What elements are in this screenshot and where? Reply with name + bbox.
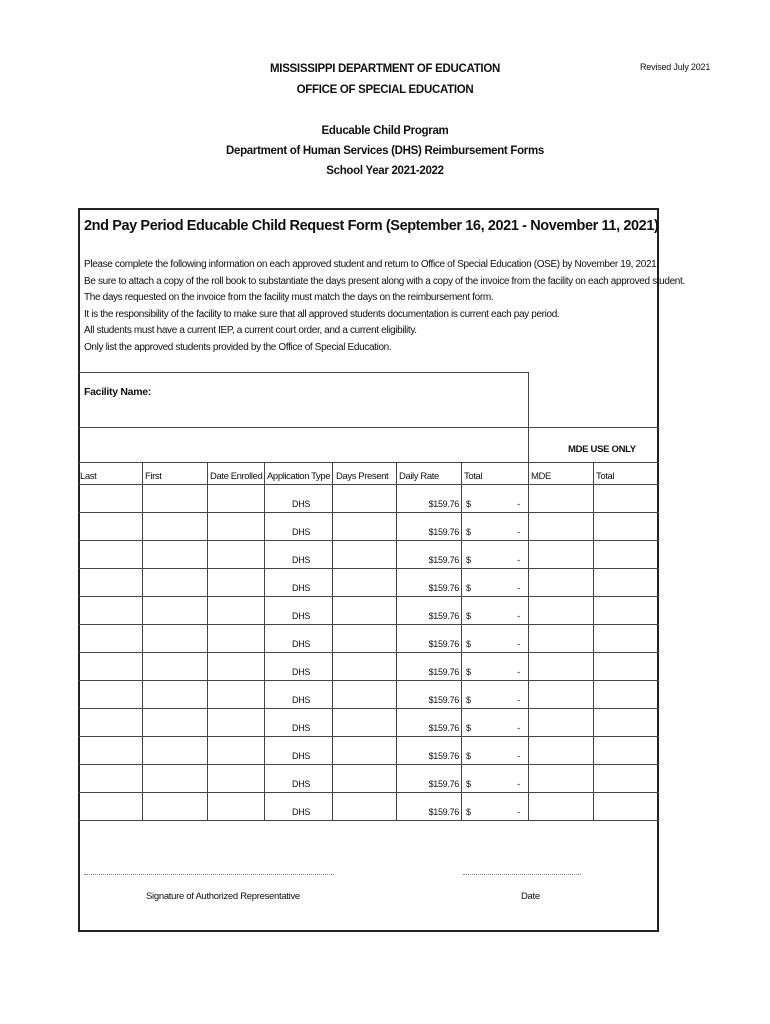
col-mde-total: Total [596,471,615,482]
header-top-line [78,462,659,463]
application-type-cell: DHS [292,583,311,593]
header-bottom-line [78,484,659,485]
row-line [78,820,659,821]
application-type-cell: DHS [292,807,311,817]
total-value-cell: - [517,611,520,621]
revised-date: Revised July 2021 [640,62,711,72]
daily-rate-cell: $159.76 [428,751,459,761]
total-currency-cell: $ [466,555,471,565]
total-currency-cell: $ [466,583,471,593]
total-value-cell: - [517,695,520,705]
daily-rate-cell: $159.76 [428,667,459,677]
total-currency-cell: $ [466,807,471,817]
total-value-cell: - [517,667,520,677]
total-value-cell: - [517,583,520,593]
total-currency-cell: $ [466,611,471,621]
application-type-cell: DHS [292,611,311,621]
date-line[interactable] [463,874,581,875]
signature-label: Signature of Authorized Representative [146,891,300,902]
header-office: OFFICE OF SPECIAL EDUCATION [296,84,474,96]
application-type-cell: DHS [292,499,311,509]
instruction-line: All students must have a current IEP, a current court order, and a current eligibility. [84,325,417,336]
daily-rate-cell: $159.76 [428,583,459,593]
row-line [78,512,659,513]
instruction-line: The days requested on the invoice from the facility must match the days on the reimbursement form. [84,292,494,303]
col-line [396,462,397,820]
application-type-cell: DHS [292,639,311,649]
col-line [461,462,462,820]
col-line [528,427,529,820]
facility-right-line [528,372,529,427]
facility-name-field[interactable] [150,380,520,420]
instruction-line: It is the responsibility of the facility to make sure that all approved students documentation is current each pay period. [84,308,560,320]
header-department: MISSISSIPPI DEPARTMENT OF EDUCATION [270,63,500,75]
row-line [78,736,659,737]
total-value-cell: - [517,555,520,565]
instruction-line: Only list the approved students provided by the Office of Special Education. [84,341,392,353]
form-title: 2nd Pay Period Educable Child Request Form (September 16, 2021 - November 11, 2021) [84,218,659,234]
col-application-type: Application Type [267,471,331,482]
col-line [332,462,333,820]
total-currency-cell: $ [466,499,471,509]
col-mde: MDE [531,471,551,482]
col-total: Total [464,471,483,482]
col-days-present: Days Present [336,471,389,482]
application-type-cell: DHS [292,723,311,733]
application-type-cell: DHS [292,751,311,761]
total-value-cell: - [517,499,520,509]
total-value-cell: - [517,527,520,537]
instruction-line: Please complete the following information on each approved student and return to Office of Special Education (OSE) by November 19, 2021. [84,259,659,270]
row-line [78,680,659,681]
col-line [593,462,594,820]
facility-top-line [78,372,528,373]
total-currency-cell: $ [466,639,471,649]
row-line [78,652,659,653]
daily-rate-cell: $159.76 [428,807,459,817]
application-type-cell: DHS [292,779,311,789]
row-line [78,708,659,709]
total-value-cell: - [517,779,520,789]
total-currency-cell: $ [466,723,471,733]
total-value-cell: - [517,639,520,649]
total-currency-cell: $ [466,667,471,677]
signature-line[interactable] [84,874,334,875]
header-program: Educable Child Program [321,125,449,137]
col-first: First [145,471,162,482]
header-forms: Department of Human Services (DHS) Reimbursement Forms [225,145,545,157]
total-value-cell: - [517,751,520,761]
total-currency-cell: $ [466,779,471,789]
daily-rate-cell: $159.76 [428,695,459,705]
daily-rate-cell: $159.76 [428,779,459,789]
daily-rate-cell: $159.76 [428,499,459,509]
total-currency-cell: $ [466,751,471,761]
row-line [78,764,659,765]
col-last: Last [80,471,97,482]
total-currency-cell: $ [466,695,471,705]
col-date-enrolled: Date Enrolled [210,471,263,482]
daily-rate-cell: $159.76 [428,555,459,565]
application-type-cell: DHS [292,555,311,565]
date-label: Date [521,891,540,902]
col-daily-rate: Daily Rate [399,471,439,482]
daily-rate-cell: $159.76 [428,723,459,733]
application-type-cell: DHS [292,527,311,537]
row-line [78,596,659,597]
col-line [207,462,208,820]
mde-use-only-label: MDE USE ONLY [568,444,636,455]
application-type-cell: DHS [292,667,311,677]
row-line [78,624,659,625]
facility-bottom-line [78,427,659,428]
instruction-line: Be sure to attach a copy of the roll book to substantiate the days present along with a copy of the invoice from the facility on each approved student. [84,275,685,287]
col-line [264,462,265,820]
row-line [78,540,659,541]
application-type-cell: DHS [292,695,311,705]
daily-rate-cell: $159.76 [428,611,459,621]
col-line [142,462,143,820]
row-line [78,792,659,793]
instructions [84,257,685,356]
header-school-year: School Year 2021-2022 [326,165,444,177]
total-value-cell: - [517,807,520,817]
facility-name-label: Facility Name: [84,386,151,398]
daily-rate-cell: $159.76 [428,527,459,537]
total-currency-cell: $ [466,527,471,537]
total-value-cell: - [517,723,520,733]
row-line [78,568,659,569]
daily-rate-cell: $159.76 [428,639,459,649]
